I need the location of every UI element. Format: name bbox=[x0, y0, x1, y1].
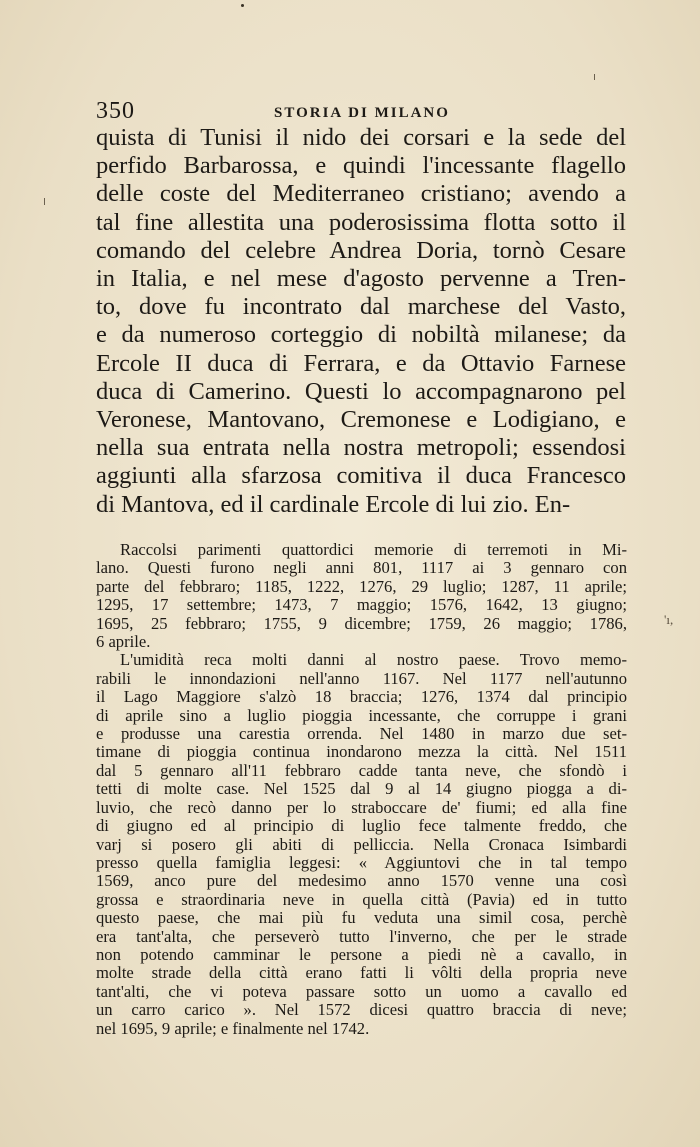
speck-mark bbox=[241, 4, 244, 7]
note-line: non potendo camminar le persone a piedi nè a cavallo, in bbox=[96, 944, 627, 964]
main-text-line: Ercole II duca di Ferrara, e da Ottavio Farnese bbox=[96, 349, 626, 377]
main-text-line: e da numeroso corteggio di nobiltà milanese; da bbox=[96, 321, 626, 349]
note-line: dal 5 gennaro all'11 febbraro cadde tanta neve, che sfondò i bbox=[96, 760, 627, 780]
note-paragraph-earthquakes bbox=[96, 541, 627, 651]
note-line: tant'alti, che vi poteva passare sotto un uomo a cavallo ed bbox=[96, 981, 627, 1001]
note-line: rabili le innondazioni nell'anno 1167. Nel 1177 nell'autunno bbox=[96, 668, 627, 688]
note-line: varj si posero gli abiti di pelliccia. Nella Cronaca Isimbardi bbox=[96, 834, 627, 854]
main-text-line: duca di Camerino. Questi lo accompagnarono pel bbox=[96, 377, 626, 405]
note-line: un carro carico ». Nel 1572 dicesi quattro braccia di neve; bbox=[96, 1000, 627, 1020]
note-line: grossa e straordinaria neve in quella città (Pavia) ed in tutto bbox=[96, 889, 627, 909]
running-title: STORIA DI MILANO bbox=[274, 105, 450, 121]
note-line: presso quella famiglia leggesi: « Aggiuntovi che in tal tempo bbox=[96, 852, 627, 872]
speck-mark bbox=[594, 74, 595, 80]
note-line: di giugno ed al principio di luglio fece talmente freddo, che bbox=[96, 816, 627, 836]
note-line: parte del febbraro; 1185, 1222, 1276, 29 luglio; 1287, 11 aprile; bbox=[96, 576, 627, 596]
note-line: 1295, 17 settembre; 1473, 7 maggio; 1576, 1642, 13 giugno; bbox=[96, 595, 627, 615]
main-text-line: aggiunti alla sfarzosa comitiva il duca Francesco bbox=[96, 462, 626, 490]
note-line: e produsse una carestia orrenda. Nel 1480 in marzo due set- bbox=[96, 724, 627, 744]
note-line: molte strade della città erano fatti li vôlti della propria neve bbox=[96, 963, 627, 983]
main-text-line: quista di Tunisi il nido dei corsari e la sede del bbox=[96, 124, 626, 151]
note-line: lano. Questi furono negli anni 801, 1117 ai 3 gennaro con bbox=[96, 558, 627, 578]
notes-block bbox=[96, 541, 627, 1038]
note-line: era tant'alta, che perseverò tutto l'inverno, che per le strade bbox=[96, 926, 627, 946]
main-text-line: delle coste del Mediterraneo cristiano; avendo a bbox=[96, 180, 626, 208]
main-text-line: comando del celebre Andrea Doria, tornò Cesare bbox=[96, 236, 626, 264]
note-line: tetti di molte case. Nel 1525 dal 9 al 14 giugno piogga a di- bbox=[96, 779, 627, 799]
note-line: Raccolsi parimenti quattordici memorie di terremoti in Mi- bbox=[120, 540, 627, 559]
main-text-line: Veronese, Mantovano, Cremonese e Lodigiano, e bbox=[96, 406, 626, 434]
main-text-line: in Italia, e nel mese d'agosto pervenne a Tren- bbox=[96, 265, 626, 293]
note-line: luvio, che recò danno per lo straboccare de' fiumi; ed alla fine bbox=[96, 797, 627, 817]
main-text-line: di Mantova, ed il cardinale Ercole di lui zio. En- bbox=[96, 490, 571, 518]
speck-mark bbox=[44, 198, 45, 205]
note-line: il Lago Maggiore s'alzò 18 braccia; 1276, 1374 dal principio bbox=[96, 687, 627, 707]
note-line: L'umidità reca molti danni al nostro paese. Trovo memo- bbox=[120, 650, 627, 670]
note-line: timane di pioggia continua inondarono mezza la città. Nel 1511 bbox=[96, 742, 627, 762]
main-text-block bbox=[96, 124, 626, 519]
main-text-line: to, dove fu incontrato dal marchese del Vasto, bbox=[96, 293, 626, 321]
note-line: di aprile sino a luglio pioggia incessante, che corruppe i grani bbox=[96, 705, 627, 725]
note-line: 1695, 25 febbraro; 1755, 9 dicembre; 1759, 26 maggio; 1786, bbox=[96, 613, 627, 633]
note-line: 1569, anco pure del medesimo anno 1570 venne una così bbox=[96, 871, 627, 891]
page-number: 350 bbox=[96, 98, 135, 124]
main-text-line: tal fine allestita una poderosissima flotta sotto il bbox=[96, 208, 626, 236]
note-line: 6 aprile. bbox=[96, 632, 151, 652]
note-line: questo paese, che mai più fu veduta una simil cosa, perchè bbox=[96, 908, 627, 928]
main-text-line: perfido Barbarossa, e quindi l'incessante flagello bbox=[96, 152, 626, 180]
note-paragraph-floods bbox=[96, 651, 627, 1038]
main-text-line: nella sua entrata nella nostra metropoli; essendosi bbox=[96, 434, 626, 462]
margin-mark: 'ı, bbox=[664, 612, 674, 627]
note-line: nel 1695, 9 aprile; e finalmente nel 1742. bbox=[96, 1018, 370, 1038]
